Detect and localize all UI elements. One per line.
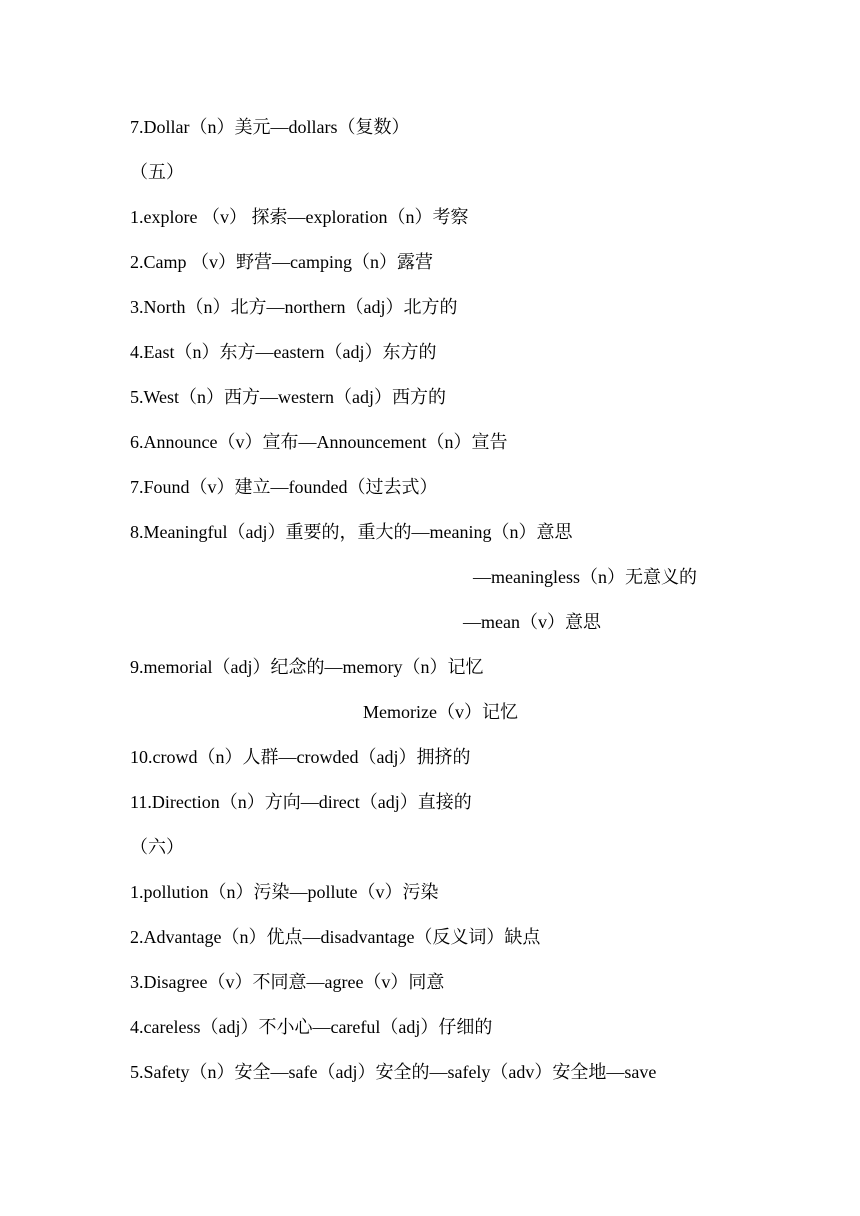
vocab-line-direction: 11.Direction（n）方向—direct（adj）直接的 [130,792,472,812]
vocab-line-east: 4.East（n）东方—eastern（adj）东方的 [130,342,437,362]
vocab-line-found: 7.Found（v）建立—founded（过去式） [130,477,438,497]
vocab-line-disagree: 3.Disagree（v）不同意—agree（v）同意 [130,972,445,992]
vocab-line-meaningless: —meaningless（n）无意义的 [473,567,697,587]
vocab-line-memorize: Memorize（v）记忆 [363,702,518,722]
vocab-line-announce: 6.Announce（v）宣布—Announcement（n）宣告 [130,432,508,452]
vocab-line-pollution: 1.pollution（n）污染—pollute（v）污染 [130,882,439,902]
vocab-line-crowd: 10.crowd（n）人群—crowded（adj）拥挤的 [130,747,471,767]
vocab-line-careless: 4.careless（adj）不小心—careful（adj）仔细的 [130,1017,493,1037]
vocab-line-memorial: 9.memorial（adj）纪念的—memory（n）记忆 [130,657,484,677]
vocab-line-camp: 2.Camp （v）野营—camping（n）露营 [130,252,433,272]
vocab-line-west: 5.West（n）西方—western（adj）西方的 [130,387,447,407]
vocab-line-dollar: 7.Dollar（n）美元—dollars（复数） [130,117,410,137]
vocab-line-meaningful: 8.Meaningful（adj）重要的，重大的—meaning（n）意思 [130,522,573,542]
vocab-line-safety: 5.Safety（n）安全—safe（adj）安全的—safely（adv）安全地—save [130,1062,657,1082]
vocab-line-advantage: 2.Advantage（n）优点—disadvantage（反义词）缺点 [130,927,541,947]
vocab-line-north: 3.North（n）北方—northern（adj）北方的 [130,297,458,317]
section-heading-five: （五） [130,162,184,182]
vocab-line-mean: —mean（v）意思 [463,612,601,632]
section-heading-six: （六） [130,837,184,857]
vocab-line-explore: 1.explore （v） 探索—exploration（n）考察 [130,207,469,227]
